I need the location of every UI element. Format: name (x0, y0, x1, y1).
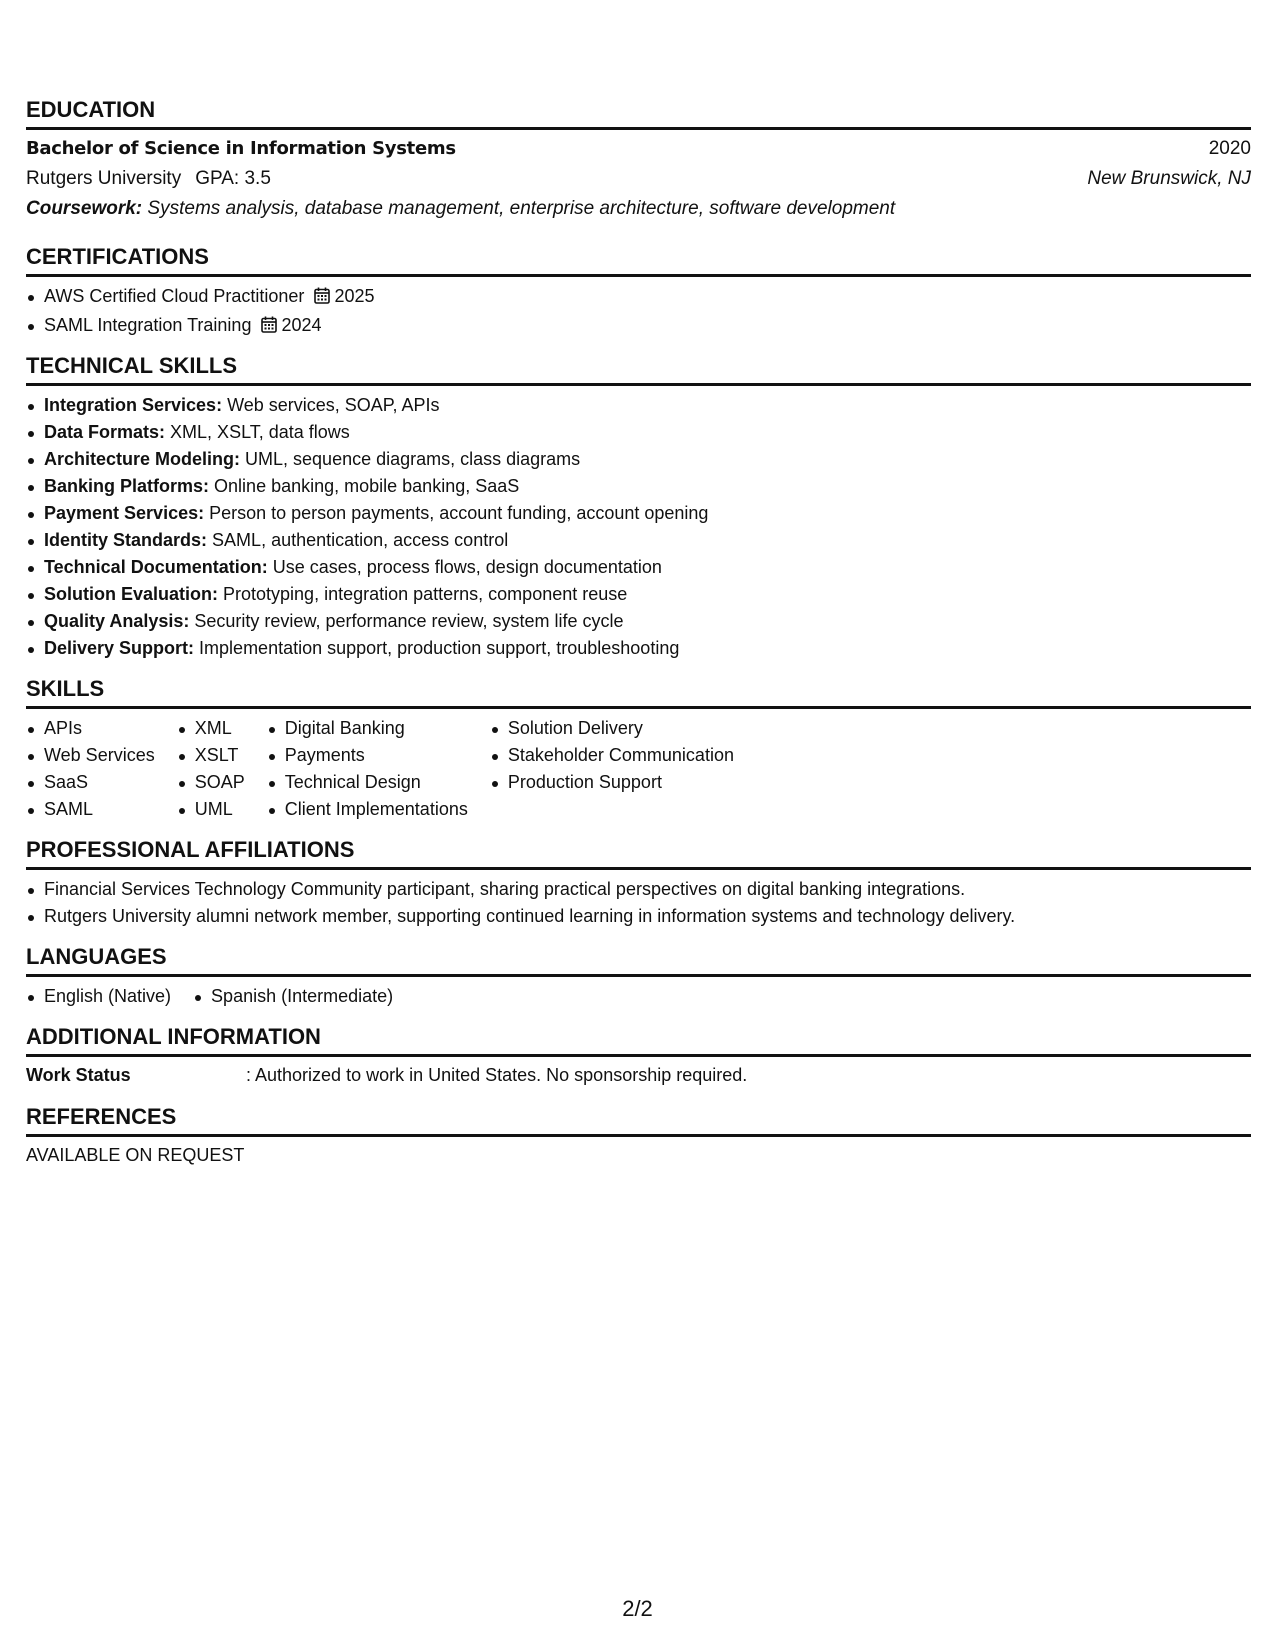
list-item: Production Support (490, 769, 734, 796)
technical-skills-section (26, 353, 1251, 662)
calendar-icon (314, 285, 330, 312)
skill-label: Technical Documentation: (44, 557, 268, 577)
list-item (26, 500, 1251, 527)
skill-text: Security review, performance review, system life cycle (194, 611, 624, 631)
degree-row (26, 134, 1251, 164)
list-item: Payments (267, 742, 468, 769)
list-item (26, 283, 1251, 312)
list-item: Technical Design (267, 769, 468, 796)
list-item: Web Services (26, 742, 155, 769)
list-item: Rutgers University alumni network member, supporting continued learning in information systems and technology delivery. (26, 903, 1251, 930)
affiliations-section (26, 837, 1251, 930)
coursework-text: Systems analysis, database management, enterprise architecture, software development (147, 198, 896, 219)
languages-list (26, 983, 1251, 1010)
coursework-label: Coursework: (26, 198, 143, 219)
school-row (26, 164, 1251, 194)
list-item: Digital Banking (267, 715, 468, 742)
list-item (26, 527, 1251, 554)
skills-column-4 (490, 715, 734, 823)
affiliations-heading: PROFESSIONAL AFFILIATIONS (26, 837, 1251, 870)
skill-label: Architecture Modeling: (44, 449, 241, 469)
cert-name: SAML Integration Training (44, 315, 252, 335)
skills-column-2 (177, 715, 245, 823)
certifications-list (26, 283, 1251, 341)
skill-label: Banking Platforms: (44, 476, 210, 496)
school-location: New Brunswick, NJ (1087, 168, 1251, 189)
skill-label: Delivery Support: (44, 638, 195, 658)
skill-text: Use cases, process flows, design documentation (272, 557, 662, 577)
school-info (26, 164, 271, 194)
list-item (26, 581, 1251, 608)
cert-year: 2024 (281, 315, 322, 335)
skills-column-1 (26, 715, 155, 823)
languages-heading: LANGUAGES (26, 944, 1251, 977)
education-section (26, 97, 1251, 224)
skills-heading: SKILLS (26, 676, 1251, 709)
skill-text: Web services, SOAP, APIs (227, 395, 440, 415)
list-item (26, 419, 1251, 446)
page-number: 2/2 (622, 1596, 653, 1621)
skill-text: Person to person payments, account funding, account opening (209, 503, 709, 523)
list-item: Spanish (Intermediate) (193, 983, 393, 1010)
skills-grid (26, 715, 1251, 823)
additional-info-heading: ADDITIONAL INFORMATION (26, 1024, 1251, 1057)
list-item: English (Native) (26, 983, 171, 1010)
work-status-label: Work Status (26, 1065, 131, 1085)
languages-section (26, 944, 1251, 1010)
coursework (26, 194, 1251, 224)
skill-text: Implementation support, production support, troubleshooting (199, 638, 680, 658)
education-heading: EDUCATION (26, 97, 1251, 130)
list-item: APIs (26, 715, 155, 742)
skills-column-3 (267, 715, 468, 823)
skill-label: Data Formats: (44, 422, 166, 442)
list-item: SaaS (26, 769, 155, 796)
skill-text: UML, sequence diagrams, class diagrams (245, 449, 581, 469)
gpa: GPA: 3.5 (195, 168, 271, 189)
resume-page (26, 97, 1251, 1170)
technical-skills-list (26, 392, 1251, 662)
cert-name: AWS Certified Cloud Practitioner (44, 286, 305, 306)
list-item (26, 635, 1251, 662)
list-item: SOAP (177, 769, 245, 796)
skill-text: Online banking, mobile banking, SaaS (214, 476, 520, 496)
list-item (26, 312, 1251, 341)
list-item (26, 392, 1251, 419)
skill-text: SAML, authentication, access control (212, 530, 509, 550)
references-text: AVAILABLE ON REQUEST (26, 1145, 245, 1165)
list-item: SAML (26, 796, 155, 823)
skill-text: Prototyping, integration patterns, component reuse (223, 584, 628, 604)
technical-skills-heading: TECHNICAL SKILLS (26, 353, 1251, 386)
list-item: Financial Services Technology Community participant, sharing practical perspectives on digital banking integrations. (26, 876, 1251, 903)
graduation-year: 2020 (1208, 138, 1251, 159)
skill-label: Payment Services: (44, 503, 205, 523)
additional-info-section (26, 1024, 1251, 1090)
work-status-row (26, 1060, 1251, 1090)
school-name: Rutgers University (26, 168, 182, 189)
calendar-icon (261, 314, 277, 341)
list-item: XSLT (177, 742, 245, 769)
work-status-value: : Authorized to work in United States. No sponsorship required. (246, 1065, 748, 1085)
list-item: Stakeholder Communication (490, 742, 734, 769)
references-heading: REFERENCES (26, 1104, 1251, 1137)
list-item: Solution Delivery (490, 715, 734, 742)
skill-label: Identity Standards: (44, 530, 208, 550)
skill-text: XML, XSLT, data flows (170, 422, 350, 442)
references-section (26, 1104, 1251, 1170)
list-item: Client Implementations (267, 796, 468, 823)
skill-label: Integration Services: (44, 395, 223, 415)
list-item: XML (177, 715, 245, 742)
list-item (26, 473, 1251, 500)
list-item (26, 608, 1251, 635)
skill-label: Solution Evaluation: (44, 584, 218, 604)
certifications-section (26, 244, 1251, 341)
degree-name: Bachelor of Science in Information Systems (26, 138, 456, 159)
affiliations-list (26, 876, 1251, 930)
skill-label: Quality Analysis: (44, 611, 190, 631)
list-item: UML (177, 796, 245, 823)
certifications-heading: CERTIFICATIONS (26, 244, 1251, 277)
skills-section (26, 676, 1251, 823)
list-item (26, 446, 1251, 473)
cert-year: 2025 (334, 286, 375, 306)
list-item (26, 554, 1251, 581)
